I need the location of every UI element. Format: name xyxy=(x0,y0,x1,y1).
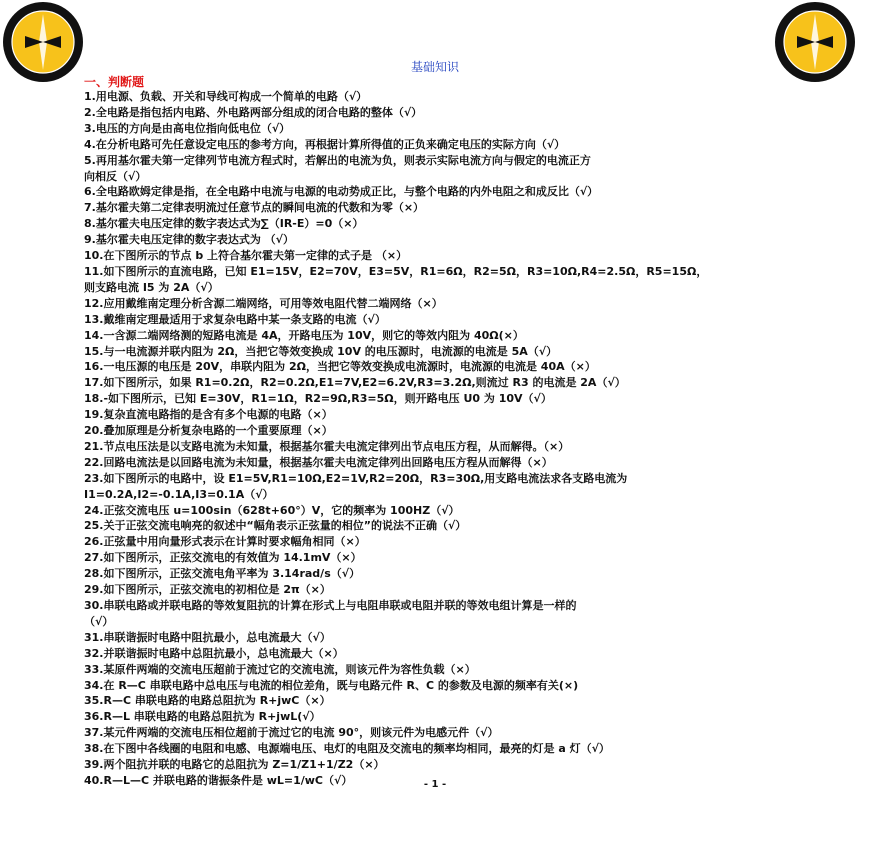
question-line: 则支路电流 I5 为 2A（√） xyxy=(84,280,219,294)
question-line: 12.应用戴维南定理分析含源二端网络，可用等效电阻代替二端网络（×） xyxy=(84,296,443,310)
question-line: 16.一电压源的电压是 20V，串联内阻为 2Ω，当把它等效变换成电流源时，电流源的电流是 40A（×） xyxy=(84,360,596,374)
question-line: 31.串联谐振时电路中阻抗最小，总电流最大（√） xyxy=(84,630,331,644)
question-line: 3.电压的方向是由高电位指向低电位（√） xyxy=(84,121,291,135)
question-line: （√） xyxy=(84,614,114,628)
question-line: 13.戴维南定理最适用于求复杂电路中某一条支路的电流（√） xyxy=(84,312,386,326)
question-line: 9.基尔霍夫电压定律的数字表达式为 （√） xyxy=(84,233,294,247)
question-line: 32.并联谐振时电路中总阻抗最小，总电流最大（×） xyxy=(84,646,344,660)
question-line: 2.全电路是指包括内电路、外电路两部分组成的闭合电路的整体（√） xyxy=(84,105,423,119)
section-heading: 一、判断题 xyxy=(84,75,145,89)
question-line: 8.基尔霍夫电压定律的数字表达式为∑（IR-E）=0（×） xyxy=(84,217,364,231)
question-line: 40.R—L—C 并联电路的谐振条件是 wL=1/wC（√） xyxy=(84,773,353,787)
question-line: 1.用电源、负载、开关和导线可构成一个简单的电路（√） xyxy=(84,90,368,103)
question-line: 10.在下图所示的节点 b 上符合基尔霍夫第一定律的式子是 （×） xyxy=(84,249,408,263)
question-line: 26.正弦量中用向量形式表示在计算时要求幅角相同（×） xyxy=(84,535,366,549)
question-line: 34.在 R—C 串联电路中总电压与电流的相位差角，既与电路元件 R、C 的参数及电源的频率有关(×) xyxy=(84,678,579,692)
question-line: 29.如下图所示，正弦交流电的初相位是 2π（×） xyxy=(84,583,331,597)
question-line: 35.R—C 串联电路的电路总阻抗为 R+jwC（×） xyxy=(84,694,331,708)
document-title: 基础知识 xyxy=(410,60,459,74)
question-line: 39.两个阻抗并联的电路它的总阻抗为 Z=1/Z1+1/Z2（×） xyxy=(84,758,385,772)
question-line: 25.关于正弦交流电响亮的叙述中“幅角表示正弦量的相位”的说法不正确（√） xyxy=(84,519,467,533)
question-line: 38.在下图中各线圈的电阻和电感、电源端电压、电灯的电阻及交流电的频率均相同，最亮的灯是 a 灯（√） xyxy=(84,742,610,756)
question-line: 28.如下图所示，正弦交流电角平率为 3.14rad/s（√） xyxy=(84,567,361,581)
page-number: - 1 - xyxy=(423,779,447,790)
question-line: 24.正弦交流电压 u=100sin（628t+60°）V，它的频率为 100HZ（√） xyxy=(84,503,460,517)
question-line: 21.节点电压法是以支路电流为未知量，根据基尔霍夫电流定律列出节点电压方程，从而解得。（×） xyxy=(84,439,570,453)
question-line: 22.回路电流法是以回路电流为未知量，根据基尔霍夫电流定律列出回路电压方程从而解得（×） xyxy=(84,455,553,469)
question-line: 33.某原件两端的交流电压超前于流过它的交流电流，则该元件为容性负载（×） xyxy=(84,662,476,676)
question-line: 20.叠加原理是分析复杂电路的一个重要原理（×） xyxy=(84,424,333,438)
question-line: 36.R—L 串联电路的电路总阻抗为 R+jwL(√） xyxy=(84,710,321,724)
question-line: 14.一含源二端网络测的短路电流是 4A，开路电压为 10V，则它的等效内阻为 40Ω(×） xyxy=(84,328,524,342)
question-line: 7.基尔霍夫第二定律表明流过任意节点的瞬间电流的代数和为零（×） xyxy=(84,201,425,215)
question-line: 18.-如下图所示，已知 E=30V，R1=1Ω，R2=9Ω,R3=5Ω，则开路电压 U0 为 10V（√） xyxy=(84,392,552,406)
question-line: 11.如下图所示的直流电路，已知 E1=15V，E2=70V，E3=5V，R1=6Ω，R2=5Ω，R3=10Ω,R4=2.5Ω，R5=15Ω， xyxy=(84,264,708,278)
question-line: 4.在分析电路可先任意设定电压的参考方向，再根据计算所得值的正负来确定电压的实际方向（√） xyxy=(84,137,566,151)
question-line: 27.如下图所示，正弦交流电的有效值为 14.1mV（×） xyxy=(84,551,362,565)
question-line: 17.如下图所示，如果 R1=0.2Ω，R2=0.2Ω,E1=7V,E2=6.2V,R3=3.2Ω,则流过 R3 的电流是 2A（√） xyxy=(84,376,626,390)
question-line: I1=0.2A,I2=-0.1A,I3=0.1A（√） xyxy=(84,487,274,501)
question-line: 15.与一电流源并联内阻为 2Ω，当把它等效变换成 10V 的电压源时，电流源的电流是 5A（√） xyxy=(84,344,558,358)
question-list xyxy=(84,89,796,789)
question-line: 30.串联电路或并联电路的等效复阻抗的计算在形式上与电阻串联或电阻并联的等效电组计算是一样的 xyxy=(84,599,577,612)
question-line: 5.再用基尔霍夫第一定律列节电流方程式时，若解出的电流为负，则表示实际电流方向与假定的电流正方 xyxy=(84,153,591,167)
question-line: 37.某元件两端的交流电压相位超前于流过它的电流 90°，则该元件为电感元件（√） xyxy=(84,726,499,740)
question-line: 向相反（√） xyxy=(84,169,147,183)
question-line: 6.全电路欧姆定律是指，在全电路中电流与电源的电动势成正比，与整个电路的内外电阻之和成反比（√） xyxy=(84,185,599,199)
question-line: 23.如下图所示的电路中，设 E1=5V,R1=10Ω,E2=1V,R2=20Ω，R3=30Ω,用支路电流法求各支路电流为 xyxy=(84,471,628,485)
question-line: 19.复杂直流电路指的是含有多个电源的电路（×） xyxy=(84,408,333,422)
